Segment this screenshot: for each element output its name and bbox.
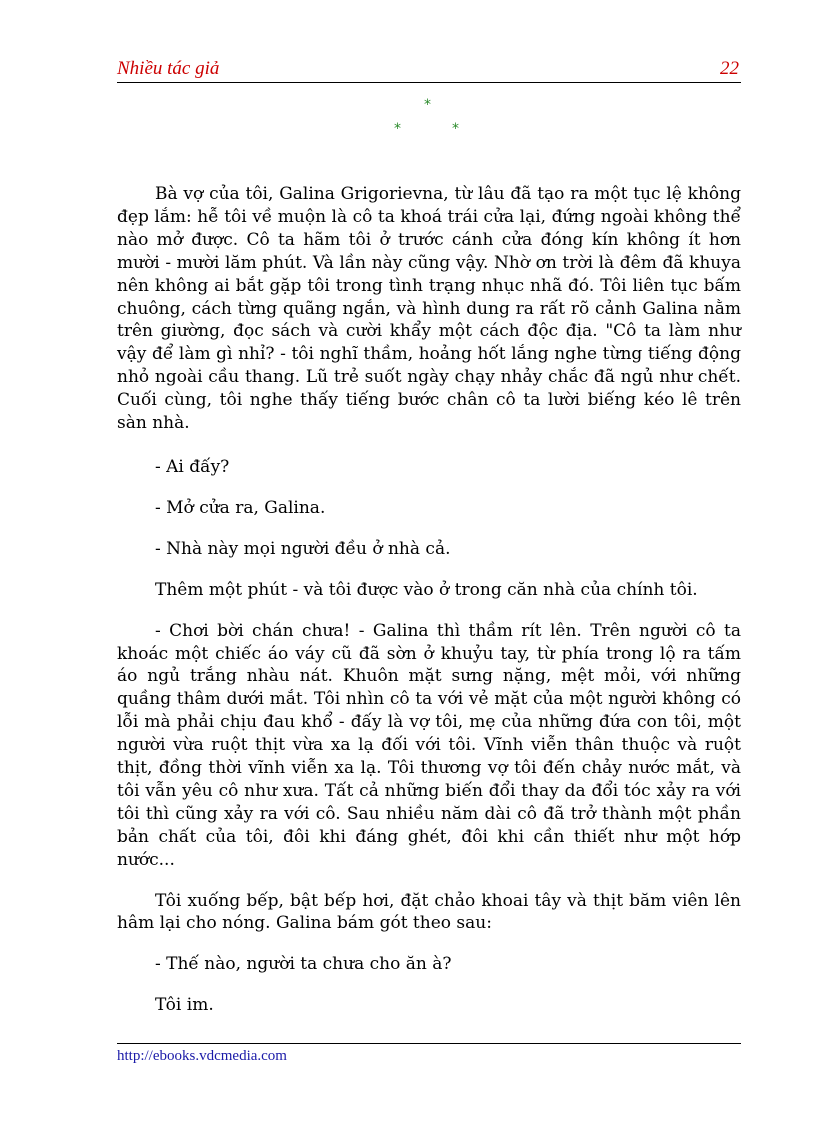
footer-url-link[interactable]: http://ebooks.vdcmedia.com (117, 1048, 287, 1064)
paragraph-3: - Chơi bời chán chưa! - Galina thì thầm rít lên. Trên người cô ta khoác một chiếc áo váy cũ đã sờn ở khuỷu tay, từ phía trong lộ ra tấm áo ngủ trắng nhàu nát. Khuôn mặt sưng nặng, mệt mỏi, với những quầng thâm dưới mắt. Tôi nhìn cô ta với vẻ mặt của một người không có lỗi mà phải chịu đau khổ - đấy là vợ tôi, mẹ của những đứa con tôi, một người vừa ruột thịt vừa xa lạ đối với tôi. Vĩnh viễn thân thuộc và ruột thịt, đồng thời vĩnh viễn xa lạ. Tôi thương vợ tôi đến chảy nước mắt, và tôi vẫn yêu cô như xưa. Tất cả những biến đổi thay da đổi tóc xảy ra với tôi thì cũng xảy ra với cô. Sau nhiều năm dài cô đã trở thành một phần bản chất của tôi, đôi khi đáng ghét, đôi khi cần thiết như một hớp nước... (117, 620, 741, 870)
paragraph-5: Tôi im. (155, 995, 214, 1016)
dialogue-line-1: - Ai đấy? (155, 456, 230, 477)
page-footer (117, 1043, 741, 1065)
separator-star-left: * (394, 121, 401, 137)
dialogue-line-4: - Thế nào, người ta chưa cho ăn à? (155, 954, 452, 975)
paragraph-4: Tôi xuống bếp, bật bếp hơi, đặt chảo khoai tây và thịt băm viên lên hâm lại cho nóng. Galina bám gót theo sau: (117, 890, 741, 934)
dialogue-line-2: - Mở cửa ra, Galina. (155, 497, 326, 518)
section-separator (0, 0, 816, 200)
header-author: Nhiều tác giả (117, 58, 220, 79)
separator-star-right: * (452, 121, 459, 137)
page-number: 22 (720, 58, 739, 79)
separator-star-top: * (424, 97, 431, 113)
paragraph-2: Thêm một phút - và tôi được vào ở trong căn nhà của chính tôi. (155, 579, 698, 600)
dialogue-line-3: - Nhà này mọi người đều ở nhà cả. (155, 538, 451, 559)
page-body (117, 183, 741, 1017)
paragraph-1: Bà vợ của tôi, Galina Grigorievna, từ lâu đã tạo ra một tục lệ không đẹp lắm: hễ tôi về muộn là cô ta khoá trái cửa lại, đứng ngoài không thể nào mở được. Cô ta hãm tôi ở trước cánh cửa đóng kín không ít hơn mười - mười lăm phút. Và lần này cũng vậy. Nhờ ơn trời là đêm đã khuya nên không ai bắt gặp tôi trong tình trạng nhục nhã đó. Tôi liên tục bấm chuông, cách từng quãng ngắn, và hình dung ra rất rõ cảnh Galina nằm trên giường, đọc sách và cười khẩy một cách độc địa. "Cô ta làm như vậy để làm gì nhỉ? - tôi nghĩ thầm, hoảng hốt lắng nghe từng tiếng động nhỏ ngoài cầu thang. Lũ trẻ suốt ngày chạy nhảy chắc đã ngủ như chết. Cuối cùng, tôi nghe thấy tiếng bước chân cô ta lười biếng kéo lê trên sàn nhà. (117, 184, 741, 434)
